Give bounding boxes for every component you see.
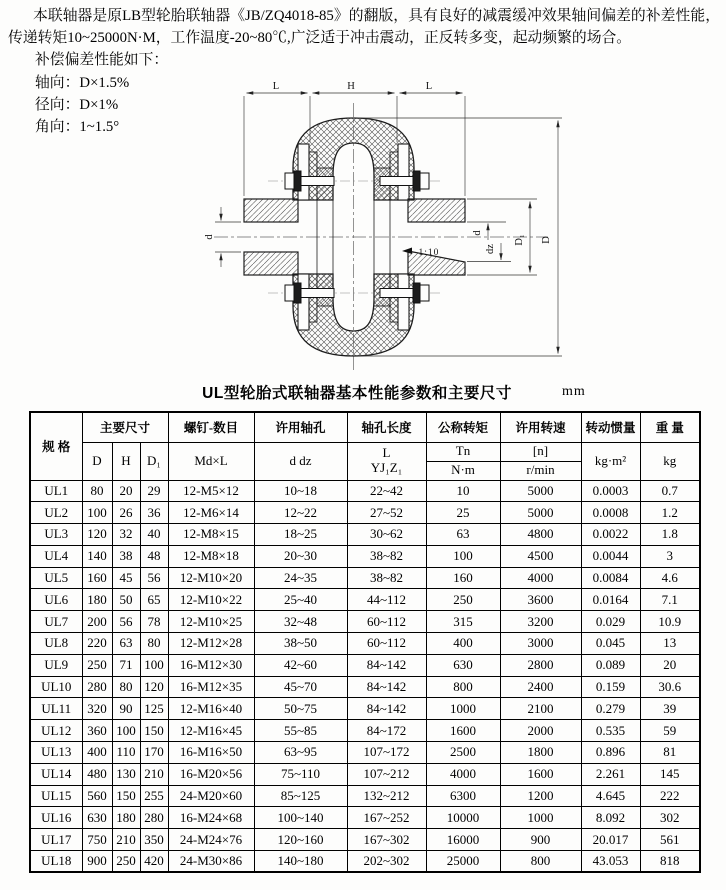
cell-speed: 3000 [500,633,581,655]
cell-bore-len: 84~142 [347,676,426,698]
table-row [30,785,700,807]
col-d1: D₁ [140,442,168,480]
cell-d: 200 [82,611,112,633]
inertia-unit: kg·m² [581,442,640,480]
cell-bore-len: 132~212 [347,785,426,807]
speed-unit: r/min [500,461,581,480]
cell-screws: 16-M24×68 [168,807,254,829]
table-row [30,742,700,764]
cell-weight: 7.1 [640,589,700,611]
axial-tolerance: 轴向：D×1.5% [35,74,130,91]
cell-torque: 63 [426,524,500,546]
table-row [30,851,700,873]
cell-weight: 145 [640,763,700,785]
cell-torque: 400 [426,633,500,655]
cell-bore: 45~70 [254,676,347,698]
cell-bore: 50~75 [254,698,347,720]
cell-bore-len: 38~82 [347,545,426,567]
table-row [30,720,700,742]
cell-weight: 59 [640,720,700,742]
cell-d1: 120 [140,676,168,698]
cell-bore-len: 84~142 [347,654,426,676]
dim-label-d1: D₁ [514,234,525,246]
cell-screws: 12-M8×15 [168,524,254,546]
cell-spec: UL4 [30,545,82,567]
cell-weight: 13 [640,633,700,655]
cell-inertia: 0.0008 [581,502,640,524]
cell-bore: 20~30 [254,545,347,567]
cell-h: 50 [112,589,140,611]
cell-screws: 12-M16×45 [168,720,254,742]
cell-weight: 818 [640,851,700,873]
cell-speed: 2400 [500,676,581,698]
cell-speed: 1800 [500,742,581,764]
cell-d1: 350 [140,829,168,851]
taper-arrow-icon [402,248,412,255]
cell-bore: 75~110 [254,763,347,785]
cell-weight: 302 [640,807,700,829]
cell-inertia: 0.089 [581,654,640,676]
cell-bore-len: 167~252 [347,807,426,829]
table-title: UL型轮胎式联轴器基本性能参数和主要尺寸 [202,385,512,402]
cell-weight: 1.2 [640,502,700,524]
cell-speed: 3200 [500,611,581,633]
cell-inertia: 4.645 [581,785,640,807]
cell-d1: 280 [140,807,168,829]
cell-bore: 18~25 [254,524,347,546]
cell-bore: 120~160 [254,829,347,851]
cell-inertia: 0.0022 [581,524,640,546]
cell-bore: 100~140 [254,807,347,829]
cell-d1: 150 [140,720,168,742]
cell-spec: UL8 [30,633,82,655]
col-d: D [82,442,112,480]
cell-weight: 561 [640,829,700,851]
table-row [30,589,700,611]
cell-bore-len: 202~302 [347,851,426,873]
cell-torque: 1000 [426,698,500,720]
table-row [30,524,700,546]
cell-weight: 20 [640,654,700,676]
cell-d: 160 [82,567,112,589]
cell-spec: UL12 [30,720,82,742]
cell-d1: 29 [140,480,168,502]
cell-speed: 2100 [500,698,581,720]
cell-spec: UL11 [30,698,82,720]
cell-inertia: 0.0084 [581,567,640,589]
cell-bore: 55~85 [254,720,347,742]
cell-bore-len: 84~142 [347,698,426,720]
cell-h: 38 [112,545,140,567]
table-row [30,567,700,589]
intro-subheading: 补偿偏差性能如下： [35,52,169,69]
cell-spec: UL17 [30,829,82,851]
dim-label-h: H [347,81,355,92]
col-h: H [112,442,140,480]
cell-d1: 48 [140,545,168,567]
torque-unit: N·m [426,461,500,480]
coupling-drawing [100,78,610,390]
cell-spec: UL15 [30,785,82,807]
cell-d1: 78 [140,611,168,633]
cell-h: 250 [112,851,140,873]
angular-tolerance: 角向：1~1.5° [35,119,120,136]
cell-spec: UL1 [30,480,82,502]
cell-bore: 42~60 [254,654,347,676]
cell-d: 900 [82,851,112,873]
cell-inertia: 0.535 [581,720,640,742]
cell-spec: UL14 [30,763,82,785]
col-main-dims: 主要尺寸 [82,412,168,442]
cell-torque: 10000 [426,807,500,829]
cell-h: 80 [112,676,140,698]
cell-bore-len: 44~112 [347,589,426,611]
cell-d: 80 [82,480,112,502]
cell-d1: 100 [140,654,168,676]
table-body [30,480,700,872]
cell-bore-len: 22~42 [347,480,426,502]
cell-torque: 4000 [426,763,500,785]
cell-d1: 80 [140,633,168,655]
cell-spec: UL16 [30,807,82,829]
dim-label-dz: dz [485,244,496,254]
speed-symbol: [n] [500,442,581,461]
cell-spec: UL6 [30,589,82,611]
cell-torque: 1600 [426,720,500,742]
cell-bore: 63~95 [254,742,347,764]
cell-d1: 36 [140,502,168,524]
table-row [30,829,700,851]
cell-spec: UL10 [30,676,82,698]
cell-speed: 900 [500,829,581,851]
cell-spec: UL3 [30,524,82,546]
cell-spec: UL18 [30,851,82,873]
cell-d: 630 [82,807,112,829]
cell-screws: 16-M20×56 [168,763,254,785]
cell-torque: 100 [426,545,500,567]
col-spec: 规 格 [30,412,82,480]
cell-speed: 2800 [500,654,581,676]
cell-weight: 4.6 [640,567,700,589]
cell-h: 71 [112,654,140,676]
cell-speed: 1000 [500,807,581,829]
cell-bore-len: 38~82 [347,567,426,589]
cell-torque: 800 [426,676,500,698]
cell-spec: UL2 [30,502,82,524]
cell-h: 90 [112,698,140,720]
cell-bore-len: 107~212 [347,763,426,785]
cell-h: 100 [112,720,140,742]
cell-d1: 125 [140,698,168,720]
cell-bore: 10~18 [254,480,347,502]
cell-speed: 1600 [500,763,581,785]
cell-screws: 12-M5×12 [168,480,254,502]
cell-h: 210 [112,829,140,851]
cell-spec: UL13 [30,742,82,764]
cell-d1: 65 [140,589,168,611]
taper-label: 1:10 [418,248,440,258]
cell-weight: 222 [640,785,700,807]
cell-spec: UL5 [30,567,82,589]
cell-bore: 32~48 [254,611,347,633]
cell-d: 140 [82,545,112,567]
cell-d: 480 [82,763,112,785]
cell-bore-len: 84~172 [347,720,426,742]
cell-inertia: 2.261 [581,763,640,785]
cell-d1: 56 [140,567,168,589]
col-bore-sub: d dz [254,442,347,480]
cell-h: 130 [112,763,140,785]
cell-inertia: 8.092 [581,807,640,829]
col-screws-sub: Md×L [168,442,254,480]
cell-speed: 800 [500,851,581,873]
cell-weight: 81 [640,742,700,764]
cell-bore-len: 107~172 [347,742,426,764]
cell-d1: 255 [140,785,168,807]
cell-screws: 24-M20×60 [168,785,254,807]
table-unit: mm [562,384,586,399]
cell-h: 26 [112,502,140,524]
cell-inertia: 0.045 [581,633,640,655]
cell-speed: 2000 [500,720,581,742]
cell-speed: 1200 [500,785,581,807]
cell-speed: 5000 [500,480,581,502]
table-row [30,763,700,785]
cell-speed: 4800 [500,524,581,546]
cell-inertia: 0.159 [581,676,640,698]
cell-torque: 315 [426,611,500,633]
cell-d: 220 [82,633,112,655]
cell-d: 250 [82,654,112,676]
intro-paragraph: 本联轴器是原LB型轮胎联轴器《JB/ZQ4018-85》的翻版，具有良好的减震缓冲效果轴间偏差的补差性能，传递转矩10~25000N·M，工作温度-20~80℃,广泛适于冲击震动，正反转多变，起动频繁的场合。 [8,8,720,47]
cell-h: 45 [112,567,140,589]
col-bore: 许用轴孔 [254,412,347,442]
cell-bore: 24~35 [254,567,347,589]
weight-unit: kg [640,442,700,480]
table-row [30,502,700,524]
cell-d1: 170 [140,742,168,764]
cell-inertia: 0.279 [581,698,640,720]
cell-h: 63 [112,633,140,655]
cell-torque: 630 [426,654,500,676]
cell-inertia: 0.0003 [581,480,640,502]
cell-inertia: 0.0164 [581,589,640,611]
cell-d: 100 [82,502,112,524]
cell-h: 150 [112,785,140,807]
dim-label-d-outer: D [541,236,552,244]
cell-speed: 3600 [500,589,581,611]
cell-weight: 39 [640,698,700,720]
cell-d1: 40 [140,524,168,546]
cell-screws: 16-M12×30 [168,654,254,676]
cell-inertia: 0.0044 [581,545,640,567]
dim-label-d-right: d [472,230,483,236]
cell-d: 560 [82,785,112,807]
cell-screws: 12-M10×20 [168,567,254,589]
cell-speed: 4500 [500,545,581,567]
col-torque: 公称转矩 [426,412,500,442]
cell-screws: 12-M10×25 [168,611,254,633]
cell-screws: 12-M6×14 [168,502,254,524]
table-row [30,676,700,698]
col-inertia: 转动惯量 [581,412,640,442]
bore-len-symbol: L [382,445,391,461]
dim-label-l-right: L [425,81,433,92]
cell-weight: 30.6 [640,676,700,698]
cell-d1: 420 [140,851,168,873]
cell-d: 320 [82,698,112,720]
col-bore-len: 轴孔长度 [347,412,426,442]
cell-h: 20 [112,480,140,502]
bore-len-types: YJ₁Z₁ [370,460,403,475]
cell-torque: 2500 [426,742,500,764]
cell-torque: 16000 [426,829,500,851]
cell-inertia: 0.029 [581,611,640,633]
cell-screws: 16-M16×50 [168,742,254,764]
cell-bore: 38~50 [254,633,347,655]
cell-torque: 250 [426,589,500,611]
cell-d: 120 [82,524,112,546]
cell-screws: 12-M16×40 [168,698,254,720]
col-screws: 螺钉-数目 [168,412,254,442]
cell-d: 400 [82,742,112,764]
cell-h: 32 [112,524,140,546]
col-weight: 重 量 [640,412,700,442]
cell-screws: 12-M12×28 [168,633,254,655]
cell-bore-len: 30~62 [347,524,426,546]
table-row [30,611,700,633]
cell-bore: 25~40 [254,589,347,611]
table-row [30,698,700,720]
cell-d1: 210 [140,763,168,785]
cell-inertia: 0.896 [581,742,640,764]
col-speed: 许用转速 [500,412,581,442]
cell-torque: 160 [426,567,500,589]
cell-torque: 6300 [426,785,500,807]
table-row [30,480,700,502]
col-bore-len-sub [347,442,426,480]
radial-tolerance: 径向：D×1% [35,96,119,113]
table-row [30,545,700,567]
cell-bore-len: 60~112 [347,633,426,655]
cell-h: 110 [112,742,140,764]
table-row [30,633,700,655]
torque-symbol: Tn [426,442,500,461]
cell-bore: 140~180 [254,851,347,873]
cell-weight: 10.9 [640,611,700,633]
cell-torque: 25000 [426,851,500,873]
dim-label-d-left: d [204,234,215,240]
cell-weight: 3 [640,545,700,567]
cell-bore: 12~22 [254,502,347,524]
cell-inertia: 43.053 [581,851,640,873]
cell-h: 180 [112,807,140,829]
cell-speed: 5000 [500,502,581,524]
table-row [30,807,700,829]
cell-screws: 12-M8×18 [168,545,254,567]
cell-d: 750 [82,829,112,851]
dim-label-l-left: L [272,81,280,92]
cell-screws: 12-M10×22 [168,589,254,611]
cell-screws: 24-M24×76 [168,829,254,851]
spec-table [29,411,701,873]
cell-d: 280 [82,676,112,698]
cell-bore-len: 60~112 [347,611,426,633]
cell-spec: UL9 [30,654,82,676]
table-header [30,412,700,480]
cell-weight: 0.7 [640,480,700,502]
cell-bore-len: 167~302 [347,829,426,851]
cell-torque: 10 [426,480,500,502]
cell-inertia: 20.017 [581,829,640,851]
cell-torque: 25 [426,502,500,524]
cell-speed: 4000 [500,567,581,589]
cell-d: 180 [82,589,112,611]
cell-bore-len: 27~52 [347,502,426,524]
cell-screws: 16-M12×35 [168,676,254,698]
cell-d: 360 [82,720,112,742]
cell-h: 56 [112,611,140,633]
cell-spec: UL7 [30,611,82,633]
cell-weight: 1.8 [640,524,700,546]
table-row [30,654,700,676]
cell-bore: 85~125 [254,785,347,807]
cell-screws: 24-M30×86 [168,851,254,873]
